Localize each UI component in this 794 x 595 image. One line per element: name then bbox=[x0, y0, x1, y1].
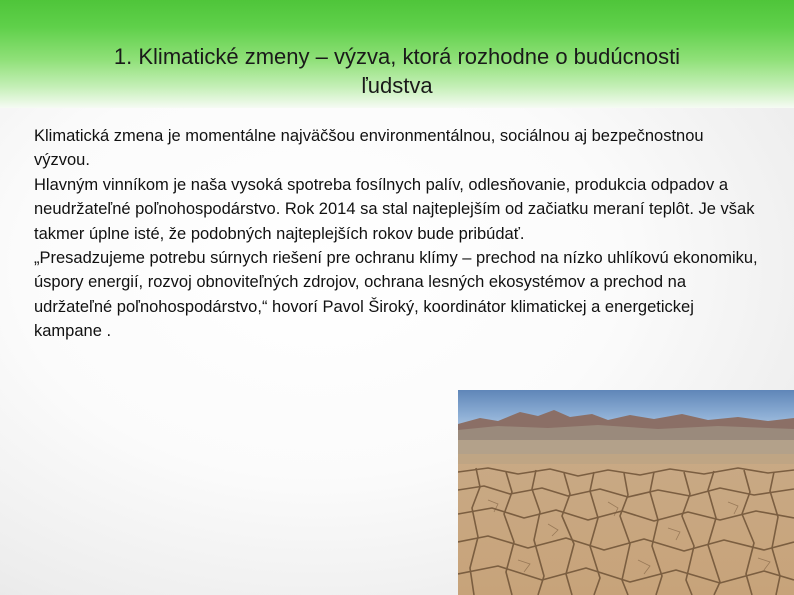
slide-body bbox=[34, 124, 764, 344]
paragraph-2: Hlavným vinníkom je naša vysoká spotreba fosílnych palív, odlesňovanie, produkcia odpadov a neudržateľné poľnohospodárstvo. Rok 2014 sa stal najteplejším od začiatku meraní teplôt. Je však takmer úplne isté, že podobných najteplejších rokov bude pribúdať. bbox=[34, 175, 755, 243]
cracked-earth-photo bbox=[458, 390, 794, 595]
slide-title: 1. Klimatické zmeny – výzva, ktorá rozhodne o budúcnosti ľudstva bbox=[113, 44, 681, 98]
paragraph-1: Klimatická zmena je momentálne najväčšou environmentálnou, sociálnou aj bezpečnostnou výzvou. bbox=[34, 127, 704, 170]
paragraph-3: „Presadzujeme potrebu súrnych riešení pre ochranu klímy – prechod na nízko uhlíkovú ekonomiku, úspory energií, rozvoj obnoviteľných zdrojov, ochrana lesných ekosystémov a prechod na udržateľné poľnohospodárstvo,“ hovorí Pavol Široký, koordinátor klimatickej a energetickej kampane . bbox=[34, 249, 758, 341]
